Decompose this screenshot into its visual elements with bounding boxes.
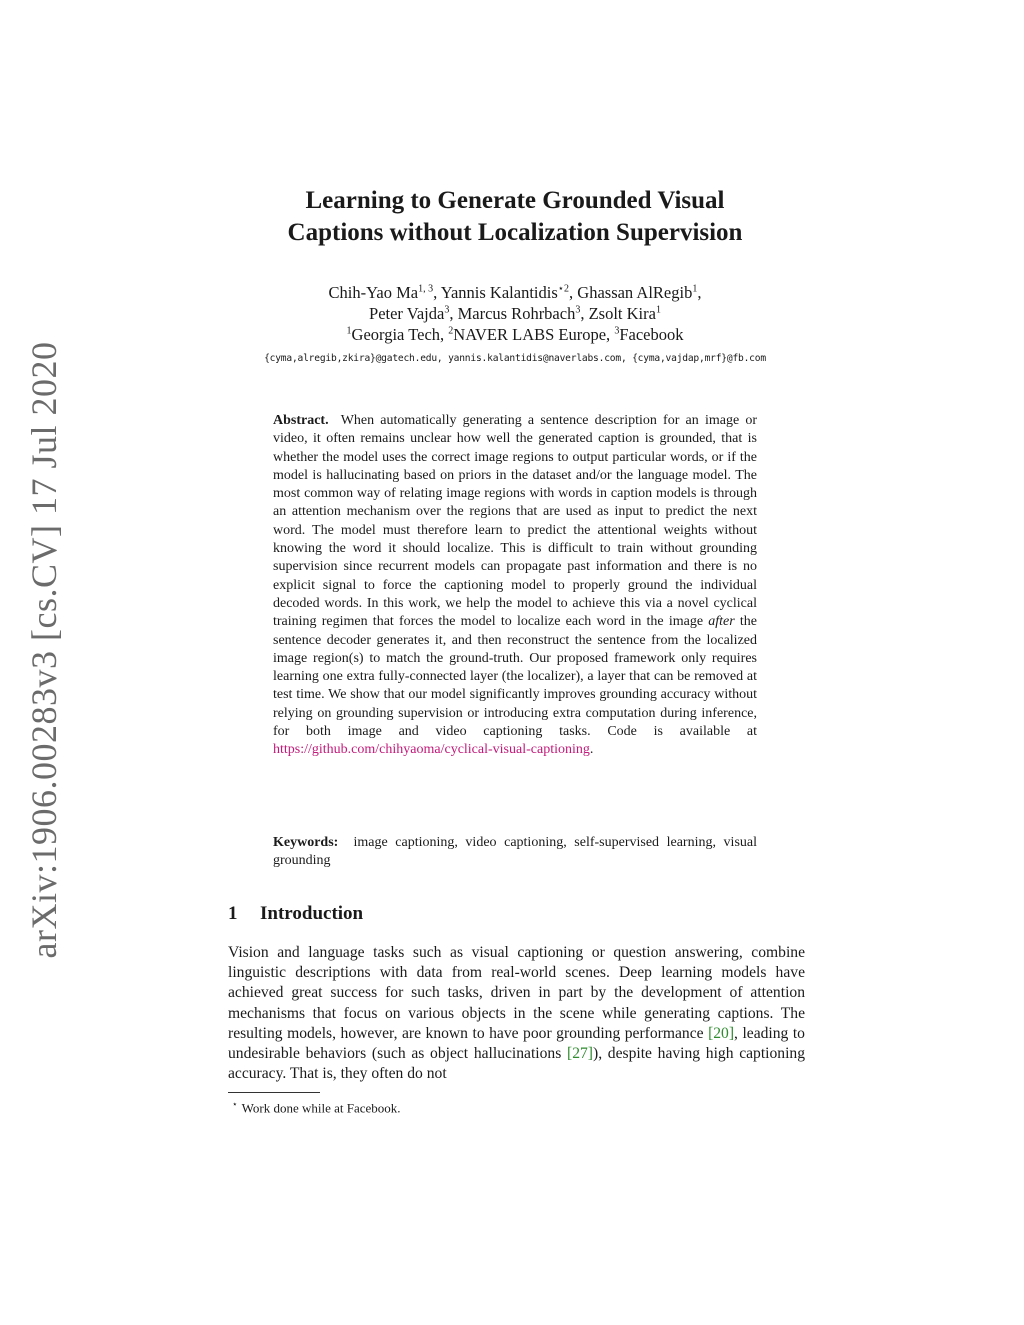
- affiliation-mark: 2: [448, 325, 454, 337]
- title-line-1: Learning to Generate Grounded Visual: [305, 187, 725, 214]
- abstract-end: .: [589, 742, 594, 758]
- author-affiliation-mark: 1: [692, 283, 698, 295]
- footnote-divider: [228, 1092, 320, 1093]
- footnote-text: Work done while at Facebook.: [241, 1100, 401, 1116]
- footnote-mark: ⋆: [232, 1099, 238, 1109]
- keywords: [273, 834, 757, 871]
- author-affiliation-mark: 3: [444, 304, 450, 316]
- author-name: Marcus Rohrbach: [457, 304, 576, 323]
- author-name: Peter Vajda: [369, 304, 445, 323]
- affiliation-name: Georgia Tech,: [351, 325, 449, 344]
- section-heading-introduction: [228, 902, 363, 926]
- introduction-paragraph: [228, 943, 805, 1084]
- intro-text-2: , leading to undesirable behaviors (such as object hallucinations: [228, 1024, 805, 1063]
- citation-link[interactable]: [27]: [567, 1045, 593, 1063]
- author-name: Chih-Yao Ma: [328, 283, 419, 302]
- author-affiliation-mark: ⋆2: [557, 283, 570, 295]
- abstract: [273, 412, 757, 760]
- keywords-label: Keywords:: [273, 835, 339, 850]
- abstract-text-1: When automatically generating a sentence description for an image or video, it often remains unclear how well the generated caption is grounded, that is whether the model uses the correct image regions to output particular words, or if the model is hallucinating based on priors in the dataset and/or the language model. The most common way of relating image regions with words in caption models is through an attention mechanism over the regions that are used as input to predict the next word. The model must therefore learn to predict the attentional weights without knowing the word it should localize. This is difficult to train without grounding supervision since recurrent models can propagate past information and there is no explicit signal to force the captioning model to properly ground the individual decoded words. In this work, we help the model to achieve this via a novel cyclical training regimen that forces the model to localize each word in the image: [273, 413, 757, 630]
- abstract-label: Abstract.: [273, 413, 329, 428]
- title-line-2: Captions without Localization Supervision: [287, 219, 743, 246]
- paper-title: [200, 185, 830, 249]
- section-title: Introduction: [260, 903, 364, 924]
- author-name: Zsolt Kira: [588, 304, 656, 323]
- intro-text-1: Vision and language tasks such as visual captioning or question answering, combine linguistic descriptions with data from real-world scenes. Deep learning models have achieved great success for such tasks, driven in part by the development of attention mechanisms that focus on various objects in the scene while generating captions. The resulting models, however, are known to have poor grounding performance: [228, 944, 805, 1042]
- author-name: Ghassan AlRegib: [577, 283, 693, 302]
- citation-link[interactable]: [20]: [708, 1024, 735, 1042]
- abstract-text-2: the sentence decoder generates it, and then reconstruct the sentence from the localized image region(s) to match the ground-truth. Our proposed framework only requires learning one extra fully-connected layer (the localizer), a layer that can be removed at test time. We show that our model significantly improves grounding accuracy without relying on grounding supervision or introducing extra computation during inference, for both image and video captioning tasks. Code is available at: [273, 614, 758, 740]
- author-line-2: Peter Vajda$^3$, Marcus Rohrbach$^3$, Zsolt Kira$^1$: [369, 304, 661, 323]
- code-link[interactable]: https://github.com/chihyaoma/cyclical-visual-captioning: [273, 742, 590, 758]
- footnote: [232, 1096, 401, 1116]
- arxiv-stamp: [0, 0, 80, 1325]
- affiliation-mark: 1: [346, 325, 352, 337]
- abstract-emphasis: after: [708, 614, 735, 630]
- intro-text-3: ), despite having high captioning accuracy. That is, they often do not: [228, 1045, 806, 1083]
- affiliation-name: Facebook: [619, 325, 684, 344]
- author-affiliation-mark: 1: [655, 304, 661, 316]
- affiliation-name: NAVER LABS Europe,: [453, 325, 615, 344]
- affiliation-mark: 3: [614, 325, 620, 337]
- arxiv-identifier: arXiv:1906.00283v3 [cs.CV] 17 Jul 2020: [24, 341, 64, 959]
- author-name: Yannis Kalantidis: [440, 283, 558, 302]
- author-line-1: Chih-Yao Ma$^{1, 3}$, Yannis Kalantidis$^{⋆2}$, Ghassan AlRegib$^1$,: [328, 283, 702, 302]
- author-affiliation-mark: 1, 3: [418, 283, 434, 295]
- section-number: 1: [228, 903, 238, 924]
- keywords-text: image captioning, video captioning, self-supervised learning, visual grounding: [273, 835, 757, 869]
- author-affiliation-mark: 3: [575, 304, 581, 316]
- author-block: [200, 282, 830, 345]
- author-emails: {cyma,alregib,zkira}@gatech.edu, yannis.kalantidis@naverlabs.com, {cyma,vajdap,mrf}@fb.com: [264, 353, 766, 364]
- affiliations: [200, 324, 830, 345]
